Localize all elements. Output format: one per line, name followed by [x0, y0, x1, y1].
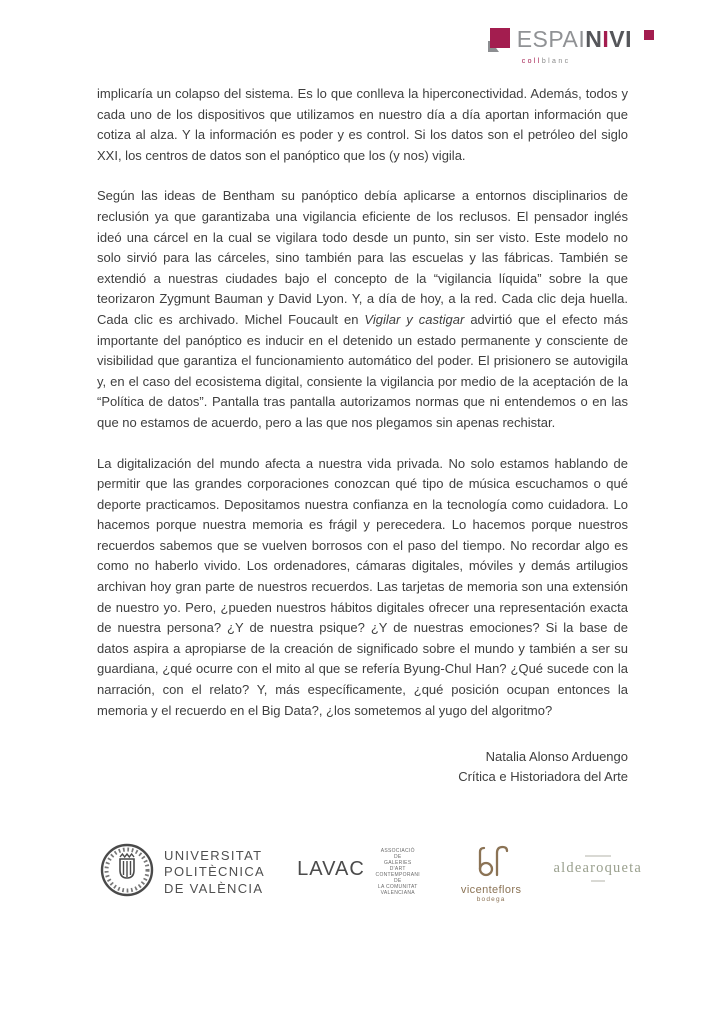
brand-n: N: [585, 26, 603, 52]
author-role: Crítica e Historiadora del Arte: [458, 769, 628, 785]
brand-vi: VI: [609, 26, 632, 52]
paragraph-2-text-after: advirtió que el efecto más importante del panóptico es inducir en el detenido un estado permanente y consciente de visibilidad que garantiza el funcionamiento automático del poder. El prisionero se autovigila y, en el caso del ecosistema digital, consiente la vigilancia por medio de la aceptación de la “Política de datos”. Pantalla tras pantalla autorizamos normas que ni entendemos o en las que no estamos de acuerdo, pero a las que nos plegamos sin apenas rechistar.: [97, 311, 628, 430]
signature-block: [97, 747, 628, 787]
brand-espai: ESPAI: [516, 26, 586, 52]
footer-logos: [100, 843, 642, 903]
brand-subtitle: [522, 58, 654, 65]
paragraph-2-text-before: Según las ideas de Bentham su panóptico debía aplicarse a entornos disciplinarios de reclusión ya que garantizaba una vigilancia eficiente de los reclusos. El pensador inglés ideó una cárcel en la cual se vigilara todo desde un punto, sin ser visto. Este modelo no solo sirvió para las cárceles, sino también para las escuelas y las fábricas. También se extendió a nuestras ciudades bajo el concepto de la “vigilancia líquida” sobre la que teorizaron Zygmunt Bauman y David Lyon. Y, a día de hoy, a la red. Cada clic deja huella. Cada clic es archivado. Michel Foucault en: [97, 188, 628, 327]
lavac-logo: [297, 848, 429, 896]
lavac-sub-line: DE: [393, 878, 402, 884]
aldearoqueta-caption-line: [585, 855, 611, 857]
lavac-subtitle: [367, 848, 429, 896]
aldearoqueta-caption-line: [591, 880, 605, 882]
paragraph-1: implicaría un colapso del sistema. Es lo que conlleva la hiperconectividad. Además, todos y cada uno de los dispositivos que utilizamos en nuestro día a día aportan información que cotiza al alza. Y la información es poder y es control. Si los datos son el petróleo del siglo XXI, los centros de datos son el panóptico que los (y nos) vigila.: [97, 86, 628, 163]
author-name: Natalia Alonso Arduengo: [485, 749, 628, 765]
espainivi-logo: [488, 28, 654, 65]
lavac-sub-line: D'ART: [389, 866, 406, 872]
vicenteflors-wordmark: vicenteflors: [460, 884, 522, 896]
lavac-sub-line: LA COMUNITAT: [377, 884, 418, 890]
article-body: [97, 84, 628, 787]
lavac-sub-line: DE: [393, 854, 402, 860]
brand-subtitle-coll: coll: [521, 58, 542, 65]
lavac-sub-line: ASSOCIACIÓ: [380, 848, 415, 854]
upv-logo-text: [164, 848, 265, 898]
upv-line-2: POLITÈCNICA: [164, 864, 265, 880]
brand-subtitle-blanc: blanc: [541, 58, 571, 65]
upv-line-3: DE VALÈNCIA: [164, 880, 264, 896]
brand-wordmark: [517, 28, 632, 51]
lavac-sub-line: GALERIES: [384, 860, 412, 866]
lavac-wordmark: LAVAC: [297, 858, 365, 880]
vicenteflors-logo: [461, 844, 521, 903]
lavac-sub-line: VALENCIANA: [380, 890, 415, 896]
aldearoqueta-wordmark: aldearoqueta: [553, 860, 642, 876]
upv-logo: [100, 843, 265, 902]
espainivi-mark-icon: [488, 28, 512, 57]
aldearoqueta-logo: [554, 855, 642, 882]
upv-line-1: UNIVERSITAT: [164, 847, 263, 863]
brand-i: I: [602, 26, 610, 52]
vicenteflors-subtitle: bodega: [476, 896, 506, 903]
book-title-italic: Vigilar y castigar: [364, 311, 465, 327]
paragraph-2: [97, 186, 628, 433]
espainivi-square-icon: [644, 30, 654, 40]
paragraph-3: La digitalización del mundo afecta a nuestra vida privada. No solo estamos hablando de permitir que las grandes corporaciones conozcan qué tipo de música escuchamos o qué deporte practicamos. Depositamos nuestra confianza en la tecnología como cuidadora. Lo hacemos porque nuestra memoria es frágil y perecedera. Lo hacemos porque nuestros recuerdos sabemos que se vuelven borrosos con el paso del tiempo. No recordar algo es como no haberlo vivido. Los ordenadores, cámaras digitales, móviles y demás artilugios archivan hoy gran parte de nuestros recuerdos. Las tarjetas de memoria son una extensión de nuestro yo. Pero, ¿pueden nuestros hábitos digitales ofrecer una representación exacta de nuestra persona? ¿Y de nuestra psique? ¿Y de nuestras emociones? Si la base de datos aspira a apropiarse de la creación de significado sobre el mundo y también a ser su guardiana, ¿qué ocurre con el mito al que se refería Byung-Chul Han? ¿Qué sucede con la narración, con el relato? Y, más específicamente, ¿qué posición ocupan entonces la memoria y el recuerdo en el Big Data?, ¿los sometemos al yugo del algoritmo?: [97, 455, 628, 718]
upv-seal-icon: [100, 843, 154, 902]
lavac-sub-line: CONTEMPORANI: [375, 872, 420, 878]
bf-monogram-icon: [473, 865, 509, 882]
